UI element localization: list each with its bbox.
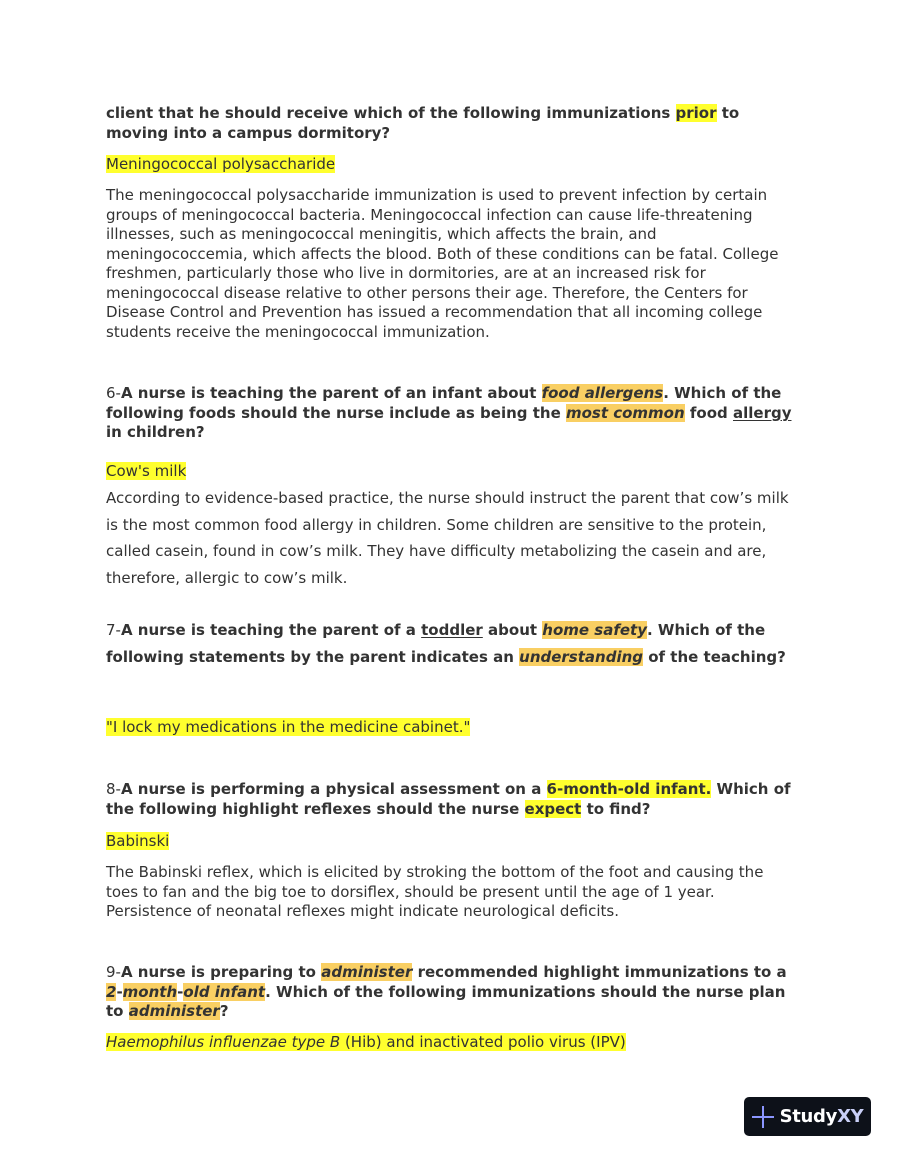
highlight: food allergens	[541, 384, 664, 402]
highlight: administer	[128, 1002, 220, 1020]
question-8-text: 8-A nurse is performing a physical assessment on a 6-month-old infant. Which of the following highlight reflexes should the nurse expect to find?	[106, 780, 791, 818]
highlight: month	[122, 982, 178, 1001]
highlight: 2	[106, 982, 117, 1001]
underlined-term: toddler	[421, 621, 483, 639]
highlight: expect	[524, 799, 582, 818]
highlight: home safety	[542, 621, 647, 639]
answer-6: Cow's milk	[106, 462, 187, 480]
underlined-term: allergy	[733, 403, 792, 422]
answer-5: Meningococcal polysaccharide	[106, 155, 336, 173]
answer-9: Haemophilus influenzae type B (Hib) and inactivated polio virus (IPV)	[106, 1033, 626, 1051]
explanation-8: The Babinski reflex, which is elicited by stroking the bottom of the foot and causing the toes to fan and the big toe to dorsiflex, should be present until the age of 1 year. Persistence of neonatal reflexes might indicate neurological deficits.	[106, 863, 764, 920]
answer-8: Babinski	[106, 832, 170, 850]
question-9-text: 9-A nurse is preparing to administer recommended highlight immunizations to a 2-month-old infant. Which of the following immunizations should the nurse plan to administer?	[106, 963, 787, 1020]
question-6-text: 6-A nurse is teaching the parent of an infant about food allergens. Which of the following foods should the nurse include as being the most common food allergy in children?	[106, 384, 792, 441]
highlight: 6-month-old infant.	[546, 780, 712, 798]
studyxy-logo[interactable]	[744, 1097, 871, 1136]
highlight: understanding	[519, 647, 644, 666]
logo-text: StudyXY	[779, 1106, 864, 1127]
explanation-6: According to evidence-based practice, the nurse should instruct the parent that cow’s milk is the most common food allergy in children. Some children are sensitive to the protein, called casein, found in cow’s milk. They have difficulty metabolizing the casein and are, therefore, allergic to cow’s milk.	[106, 489, 789, 587]
question-5-text: client that he should receive which of the following immunizations prior to moving into a campus dormitory?	[106, 104, 740, 142]
question-7-text: 7-A nurse is teaching the parent of a toddler about home safety. Which of the following statements by the parent indicates an understanding of the teaching?	[106, 621, 786, 666]
highlight: most common	[565, 403, 685, 422]
highlight: administer	[321, 963, 413, 981]
plus-icon	[752, 1106, 774, 1128]
answer-7: "I lock my medications in the medicine cabinet."	[106, 718, 471, 736]
explanation-5: The meningococcal polysaccharide immunization is used to prevent infection by certain groups of meningococcal bacteria. Meningococcal infection can cause life-threatening illnesses, such as meningococcal meningitis, which affects the brain, and meningococcemia, which affects the blood. Both of these conditions can be fatal. College freshmen, particularly those who live in dormitories, are at an increased risk for meningococcal disease relative to other persons their age. Therefore, the Centers for Disease Control and Prevention has issued a recommendation that all incoming college students receive the meningococcal immunization.	[106, 186, 779, 341]
highlight: prior	[675, 104, 717, 122]
highlight: old infant	[183, 982, 266, 1001]
